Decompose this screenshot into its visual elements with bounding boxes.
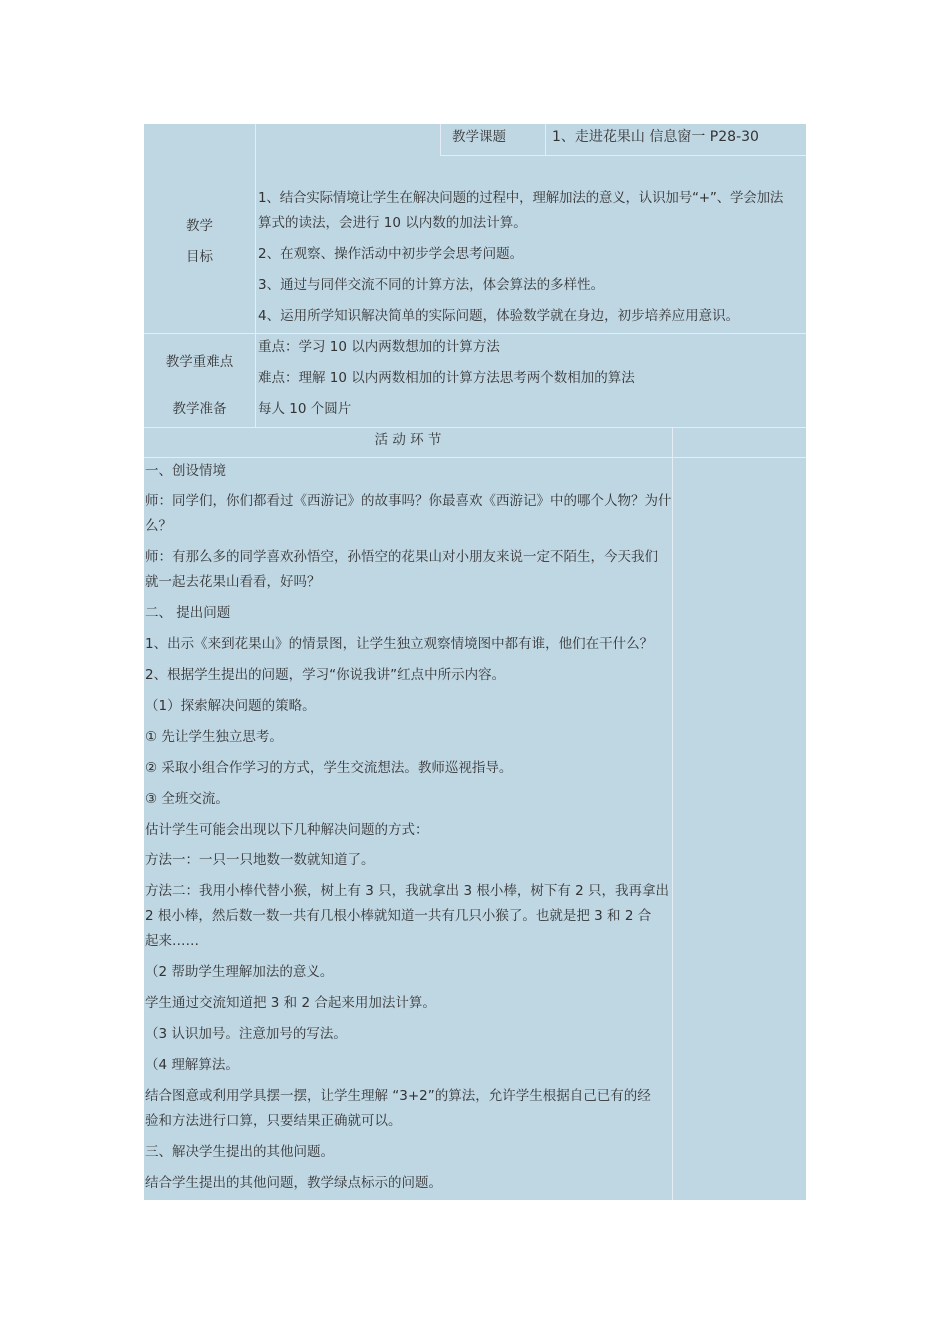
activity-line: （2 帮助学生理解加法的意义。	[145, 964, 334, 980]
activity-line: （3 认识加号。注意加号的写法。	[145, 1026, 347, 1042]
activity-line: ③ 全班交流。	[145, 791, 229, 807]
divider-activity-header	[144, 457, 806, 458]
activity-line: 2 根小棒，然后数一数一共有几根小棒就知道一共有几只小猴了。也就是把 3 和 2 合	[145, 908, 652, 924]
activity-line: 就一起去花果山看看，好吗？	[145, 574, 321, 590]
activity-line: 估计学生可能会出现以下几种解决问题的方式：	[145, 822, 429, 838]
activity-line: 1、出示《来到花果山》的情景图，让学生独立观察情境图中都有谁，他们在干什么？	[145, 636, 654, 652]
activity-line: ② 采取小组合作学习的方式，学生交流想法。教师巡视指导。	[145, 760, 513, 776]
activity-line: 三、解决学生提出的其他问题。	[145, 1144, 334, 1160]
activity-line: （4 理解算法。	[145, 1057, 239, 1073]
activity-line: ① 先让学生独立思考。	[145, 729, 283, 745]
activity-line: 学生通过交流知道把 3 和 2 合起来用加法计算。	[145, 995, 436, 1011]
divider-objectives-bottom	[144, 333, 806, 334]
activity-line: 师：有那么多的同学喜欢孙悟空，孙悟空的花果山对小朋友来说一定不陌生，今天我们	[145, 549, 658, 565]
objective-item: 4、运用所学知识解决简单的实际问题，体验数学就在身边，初步培养应用意识。	[258, 308, 740, 324]
divider-activity-right	[672, 427, 673, 1200]
activity-line: 结合学生提出的其他问题，教学绿点标示的问题。	[145, 1175, 442, 1191]
key-point-focus: 重点：学习 10 以内两数想加的计算方法	[258, 339, 500, 355]
divider-info-bottom	[144, 427, 806, 428]
objective-item: 算式的读法，会进行 10 以内数的加法计算。	[258, 215, 527, 231]
topic-value: 1、走进花果山 信息窗一 P28-30	[552, 129, 759, 145]
objective-item: 3、通过与同伴交流不同的计算方法，体会算法的多样性。	[258, 277, 605, 293]
preparation-label: 教学准备	[172, 401, 227, 417]
preparation-value: 每人 10 个圆片	[258, 401, 352, 417]
divider-label-column	[255, 124, 256, 427]
divider-header-bottom	[440, 155, 806, 156]
topic-label: 教学课题	[452, 129, 506, 145]
key-points-label: 教学重难点	[165, 354, 234, 370]
activity-line: 二、 提出问题	[145, 605, 231, 621]
activity-line: 方法二：我用小棒代替小猴，树上有 3 只，我就拿出 3 根小棒，树下有 2 只，我再拿出	[145, 883, 670, 899]
objectives-label-line2: 目标	[186, 249, 213, 265]
activity-line: 2、根据学生提出的问题，学习“你说我讲”红点中所示内容。	[145, 667, 506, 683]
activity-line: 结合图意或利用学具摆一摆，让学生理解 “3+2”的算法，允许学生根据自己已有的经	[145, 1088, 651, 1104]
activity-line: 验和方法进行口算，只要结果正确就可以。	[145, 1113, 402, 1129]
divider-header-value	[545, 124, 546, 156]
objective-item: 1、结合实际情境让学生在解决问题的过程中，理解加法的意义，认识加号“+”、学会加法	[258, 190, 784, 206]
activity-line: 起来……	[145, 933, 199, 949]
divider-header-label	[440, 124, 441, 156]
activity-line: 师：同学们，你们都看过《西游记》的故事吗？你最喜欢《西游记》中的哪个人物？为什	[145, 493, 672, 509]
activity-line: 方法一：一只一只地数一数就知道了。	[145, 852, 375, 868]
objective-item: 2、在观察、操作活动中初步学会思考问题。	[258, 246, 524, 262]
activity-line: （1）探索解决问题的策略。	[145, 698, 316, 714]
activity-header: 活 动 环 节	[374, 432, 442, 448]
activity-line: 一、创设情境	[145, 463, 226, 479]
objectives-label-line1: 教学	[186, 218, 213, 234]
activity-line: 么？	[145, 518, 172, 534]
key-point-difficulty: 难点：理解 10 以内两数相加的计算方法思考两个数相加的算法	[258, 370, 635, 386]
